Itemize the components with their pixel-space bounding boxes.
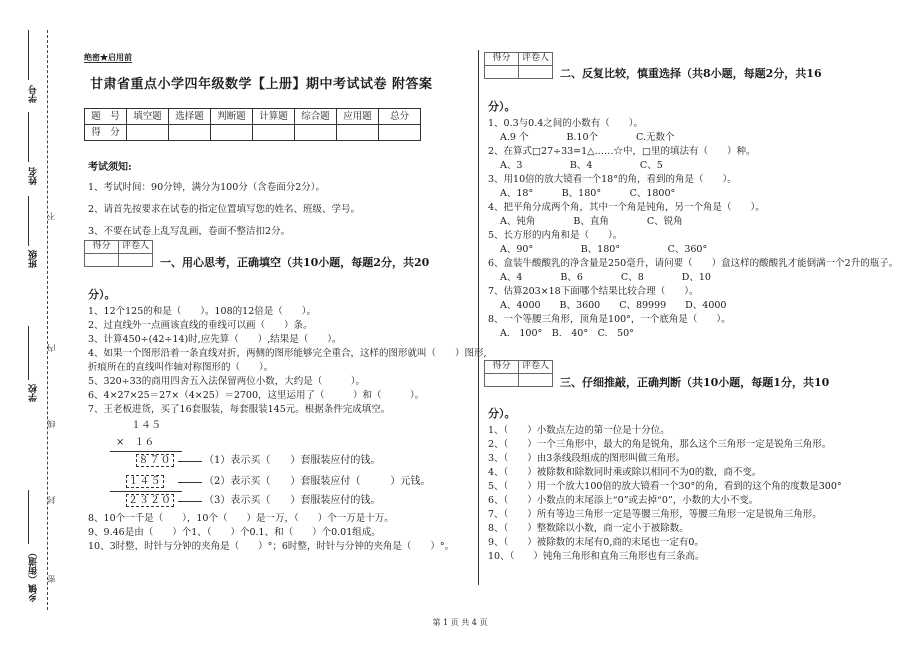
section3-question: 9、（ ）被除数的末尾有0,商的末尾也一定有0。 [488, 537, 704, 548]
section1-question: 10、3时整，时针与分钟的夹角是（ ）°；6时整，时针与分钟的夹角是（ ）°。 [88, 541, 455, 552]
section3-question: 2、（ ）一个三角形中，最大的角是锐角，那么这个三角形一定是锐角三角形。 [488, 439, 832, 450]
section3-question: 10、（ ）钝角三角形和直角三角形也有三条高。 [488, 551, 705, 562]
notice-title: 考试须知: [88, 162, 132, 173]
grader-reviewer-cell[interactable] [119, 254, 153, 267]
name-label: 姓名 [29, 167, 39, 185]
calc-arrow [178, 482, 202, 483]
calc-partial-box: １４５ [126, 475, 164, 488]
score-header-cell: 填空题 [127, 109, 169, 125]
grader-score-label: 得分 [485, 361, 519, 374]
student-no-label: 学号 [29, 85, 39, 103]
school-label: 学校 [29, 384, 39, 402]
grader-reviewer-label: 评卷人 [119, 241, 153, 254]
section2-question: 4、把平角分成两个角，其中一个角是钝角，另一个角是（ ）。 [488, 202, 765, 213]
section1-heading-tail: 分）。 [88, 288, 116, 301]
section2-options: A、90° B、180° C、360° [500, 244, 708, 255]
section1-question: 1、12个125的和是（ ）。108的12倍是（ ）。 [88, 306, 316, 317]
score-header-cell: 总分 [379, 109, 421, 125]
section2-options: A、3 B、4 C、5 [500, 160, 663, 171]
binding-mark: 线 [47, 420, 56, 428]
page-title: 甘肃省重点小学四年级数学【上册】期中考试试卷 附答案 [90, 77, 433, 92]
section3-question: 5、（ ）用一个放大100倍的放大镜看一个30°的角，看到的这个角的度数是300° [488, 481, 842, 492]
score-table [84, 108, 421, 141]
score-table-header-row [85, 109, 421, 125]
grader-reviewer-cell[interactable] [519, 374, 553, 387]
section2-question: 1、0.3与0.4之间的小数有（ ）。 [488, 118, 644, 129]
section3-heading: 三、仔细推敲，正确判断（共10小题，每题1分，共10 [560, 376, 830, 389]
binding-mark: 封 [47, 496, 56, 504]
class-line [28, 196, 29, 246]
notice-item: 1、考试时间：90分钟，满分为100分（含卷面分2分）。 [88, 182, 326, 193]
section3-question: 6、（ ）小数点的末尾添上“0”或去掉“0”，小数的大小不变。 [488, 495, 759, 506]
section1-question: 5、320÷33的商用四舍五入法保留两位小数，大约是（ ）。 [88, 376, 365, 387]
section3-question: 3、（ ）由3条线段组成的图形叫做三角形。 [488, 453, 686, 464]
section1-heading: 一、用心思考，正确填空（共10小题，每题2分，共20 [160, 256, 430, 269]
section3-heading-tail: 分）。 [488, 407, 516, 420]
grader-box [484, 52, 553, 79]
section3-question: 4、（ ）被除数和除数同时乘或除以相同不为0的数，商不变。 [488, 467, 762, 478]
grader-box [484, 360, 553, 387]
grader-score-label: 得分 [485, 53, 519, 66]
score-header-cell: 题 号 [85, 109, 127, 125]
section2-options: A.9 个 B.10个 C.无数个 [500, 132, 675, 143]
score-cell[interactable] [211, 125, 253, 141]
section2-question: 5、长方形的内角和是（ ）。 [488, 230, 623, 241]
section2-question: 2、在算式□27÷33=1△……☆中，□里的填法有（ ）种。 [488, 146, 756, 157]
secret-label: 绝密★启用前 [84, 52, 132, 62]
score-header-cell: 计算题 [253, 109, 295, 125]
section1-question: 4、如果一个图形沿着一条直线对折，两侧的图形能够完全重合，这样的图形就叫（ ）图形, [88, 348, 487, 359]
calc-row-text: （3）表示买（ ）套服装应付的钱。 [204, 495, 381, 506]
calc-arrow [178, 501, 202, 502]
section2-heading-tail: 分）。 [488, 100, 516, 113]
section1-question: 8、10个一千是（ ），10个（ ）是一万，（ ）个一万是十万。 [88, 513, 394, 524]
section2-options: A、18° B、180° C、1800° [500, 188, 676, 199]
notice-item: 2、请首先按要求在试卷的指定位置填写您的姓名、班级、学号。 [88, 204, 361, 215]
score-table-score-row [85, 125, 421, 141]
binding-dashed-line [47, 30, 48, 610]
score-cell[interactable] [127, 125, 169, 141]
section3-question: 1、（ ）小数点左边的第一位是十分位。 [488, 425, 670, 436]
notice-item: 3、不要在试卷上乱写乱画，卷面不整洁扣2分。 [88, 226, 291, 237]
grader-reviewer-label: 评卷人 [519, 53, 553, 66]
grader-score-cell[interactable] [85, 254, 119, 267]
grader-score-cell[interactable] [485, 374, 519, 387]
calc-multiplier: × １６ [116, 437, 155, 448]
section2-options: A、4000 B、3600 C、89999 D、4000 [500, 300, 727, 311]
section1-question: 6、4×27×25＝27×（4×25）＝2700，这里运用了（ ）和（ ）。 [88, 390, 425, 401]
section3-question: 8、（ ）整数除以小数，商一定小于被除数。 [488, 523, 689, 534]
grader-reviewer-label: 评卷人 [519, 361, 553, 374]
binding-mark: 不 [47, 212, 56, 220]
section2-options: A、钝角 B、直角 C、锐角 [500, 216, 683, 227]
calc-rule-line [110, 451, 182, 452]
section1-question: 9、9.46是由（ ）个1、（ ）个0.1、和（ ）个0.01组成。 [88, 527, 381, 538]
section2-question: 6、盒装牛酸酸乳的净含量是250毫升，请问要（ ）盒这样的酸酸乳才能倒满一个2升的瓶子。 [488, 258, 899, 269]
class-label: 班级 [29, 250, 39, 268]
score-header-cell: 应用题 [337, 109, 379, 125]
section2-options: A、4 B、6 C、8 D、10 [500, 272, 711, 283]
calc-multiplicand: １４５ [131, 420, 161, 431]
section1-question: 2、过直线外一点画该直线的垂线可以画（ ）条。 [88, 320, 313, 331]
calc-partial-box: ８７０ [136, 454, 174, 467]
section1-question: 3、计算450÷(42÷14)时,应先算（ ）,结果是（ ）。 [88, 334, 342, 345]
section2-options: A. 100° B. 40° C. 50° [500, 328, 634, 339]
grader-score-cell[interactable] [485, 66, 519, 79]
score-header-cell: 综合题 [295, 109, 337, 125]
column-divider [478, 50, 479, 585]
calc-rule-line [110, 491, 182, 492]
calc-product-box: ２３２０ [128, 495, 172, 506]
binding-mark: 密 [47, 575, 56, 583]
student-no-line [28, 30, 29, 80]
name-line [28, 112, 29, 162]
score-header-cell: 判断题 [211, 109, 253, 125]
score-header-cell: 选择题 [169, 109, 211, 125]
section2-question: 3、用10倍的放大镜看一个18°的角，看到的角是（ ）。 [488, 174, 737, 185]
section2-question: 8、一个等腰三角形，顶角是100°，一个底角是（ ）。 [488, 314, 731, 325]
section1-question: 7、王老板进货，买了16套服装，每套服装145元。根据条件完成填空。 [88, 404, 391, 415]
grader-score-label: 得分 [85, 241, 119, 254]
page-footer: 第 1 页 共 4 页 [432, 618, 488, 627]
score-cell[interactable] [169, 125, 211, 141]
school-line [28, 326, 29, 380]
grader-box [84, 240, 153, 267]
binding-mark: 内 [47, 344, 56, 352]
calc-arrow [178, 461, 202, 462]
calc-row-text: （2）表示买（ ）套服装应付（ ）元钱。 [204, 476, 431, 487]
district-line [28, 490, 29, 544]
section3-question: 7、（ ）所有等边三角形一定是等腰三角形，等腰三角形一定是锐角三角形。 [488, 509, 822, 520]
score-cell[interactable] [295, 125, 337, 141]
score-row-label: 得 分 [85, 125, 127, 141]
district-label: 乡镇（街道） [29, 548, 39, 602]
score-cell[interactable] [337, 125, 379, 141]
section1-question: 折痕所在的直线叫作轴对称图形的（ ）。 [88, 362, 274, 373]
binding-margin [0, 0, 72, 650]
section2-question: 7、估算203×18下面哪个结果比较合理（ ）。 [488, 286, 699, 297]
score-cell[interactable] [253, 125, 295, 141]
calc-row-text: （1）表示买（ ）套服装应付的钱。 [204, 455, 381, 466]
score-cell[interactable] [379, 125, 421, 141]
grader-reviewer-cell[interactable] [519, 66, 553, 79]
section2-heading: 二、反复比较，慎重选择（共8小题，每题2分，共16 [560, 67, 822, 80]
